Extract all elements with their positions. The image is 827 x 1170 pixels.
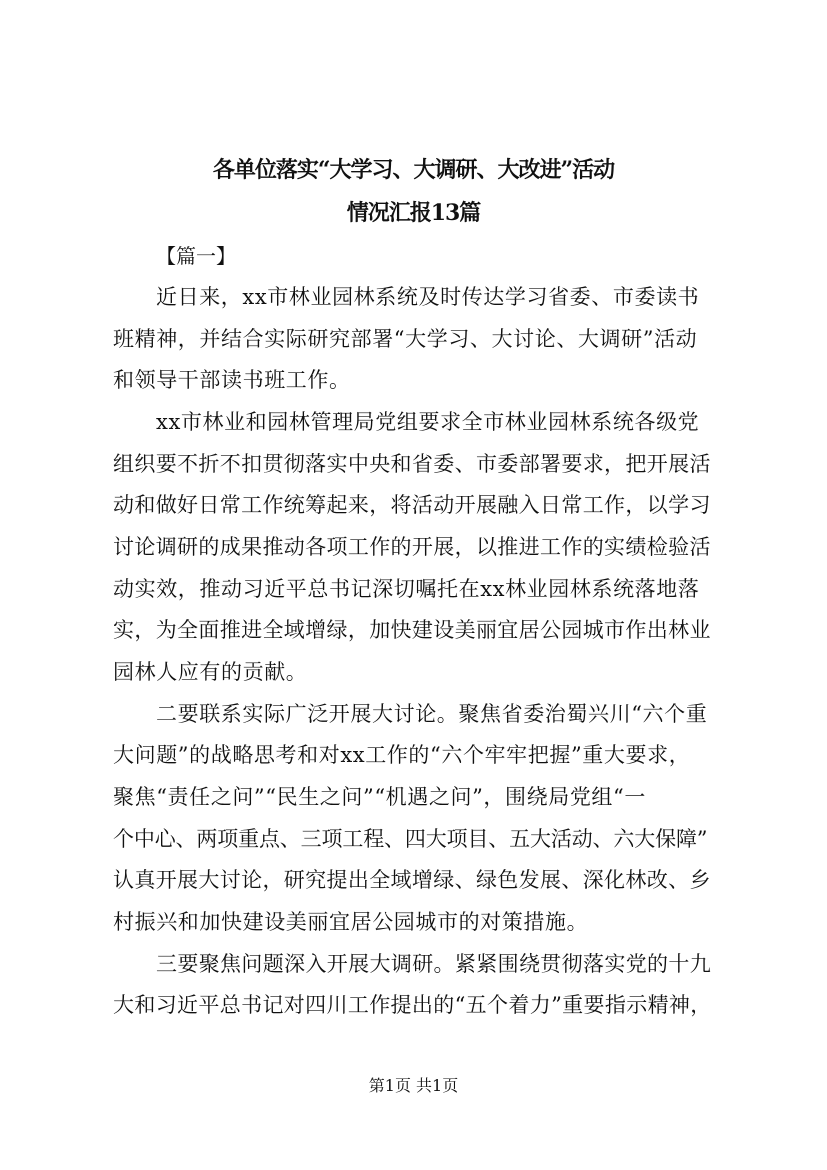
body-line: 三要聚焦问题深入开展大调研。紧紧围绕贯彻落实党的十九 [156,952,712,976]
body-line: 大和习近平总书记对四川工作提出的“五个着力”重要指示精神， [113,993,712,1017]
body-line: 二要联系实际广泛开展大讨论。聚焦省委治蜀兴川“六个重 [156,702,708,726]
body-line: 近日来，xx市林业园林系统及时传达学习省委、市委读书 [156,285,700,309]
body-line: 大问题”的战略思考和对xx工作的“六个牢牢把握”重大要求， [113,743,691,767]
body-line: 认真开展大讨论，研究提出全域增绿、绿色发展、深化林改、乡 [113,868,711,892]
body-line: 动和做好日常工作统筹起来，将活动开展融入日常工作，以学习 [113,493,711,517]
body-line: 实，为全面推进全域增绿，加快建设美丽宜居公园城市作出林业 [113,618,711,642]
body-line: 动实效，推动习近平总书记深切嘱托在xx林业园林系统落地落 [113,577,700,601]
body-line: 讨论调研的成果推动各项工作的开展，以推进工作的实绩检验活 [113,535,711,559]
page-footer: 第1页 共1页 [368,1076,459,1095]
body-line: xx市林业和园林管理局党组要求全市林业园林系统各级党 [156,410,700,434]
body-line: 个中心、两项重点、三项工程、四大项目、五大活动、六大保障” [113,827,708,851]
section-label: 【篇一】 [156,244,236,268]
document-title-line-1: 各单位落实“大学习、大调研、大改进”活动 [212,157,615,183]
body-line: 和领导干部读书班工作。 [113,368,351,392]
body-line: 园林人应有的贡献。 [113,660,308,684]
body-line: 村振兴和加快建设美丽宜居公园城市的对策措施。 [113,910,589,934]
body-line: 组织要不折不扣贯彻落实中央和省委、市委部署要求，把开展活 [113,452,711,476]
document-title-line-2: 情况汇报13篇 [346,200,481,226]
body-line: 班精神，并结合实际研究部署“大学习、大讨论、大调研”活动 [113,327,698,351]
body-line: 聚焦“责任之问”“民生之问”“机遇之问”，围绕局党组“一 [113,785,646,809]
